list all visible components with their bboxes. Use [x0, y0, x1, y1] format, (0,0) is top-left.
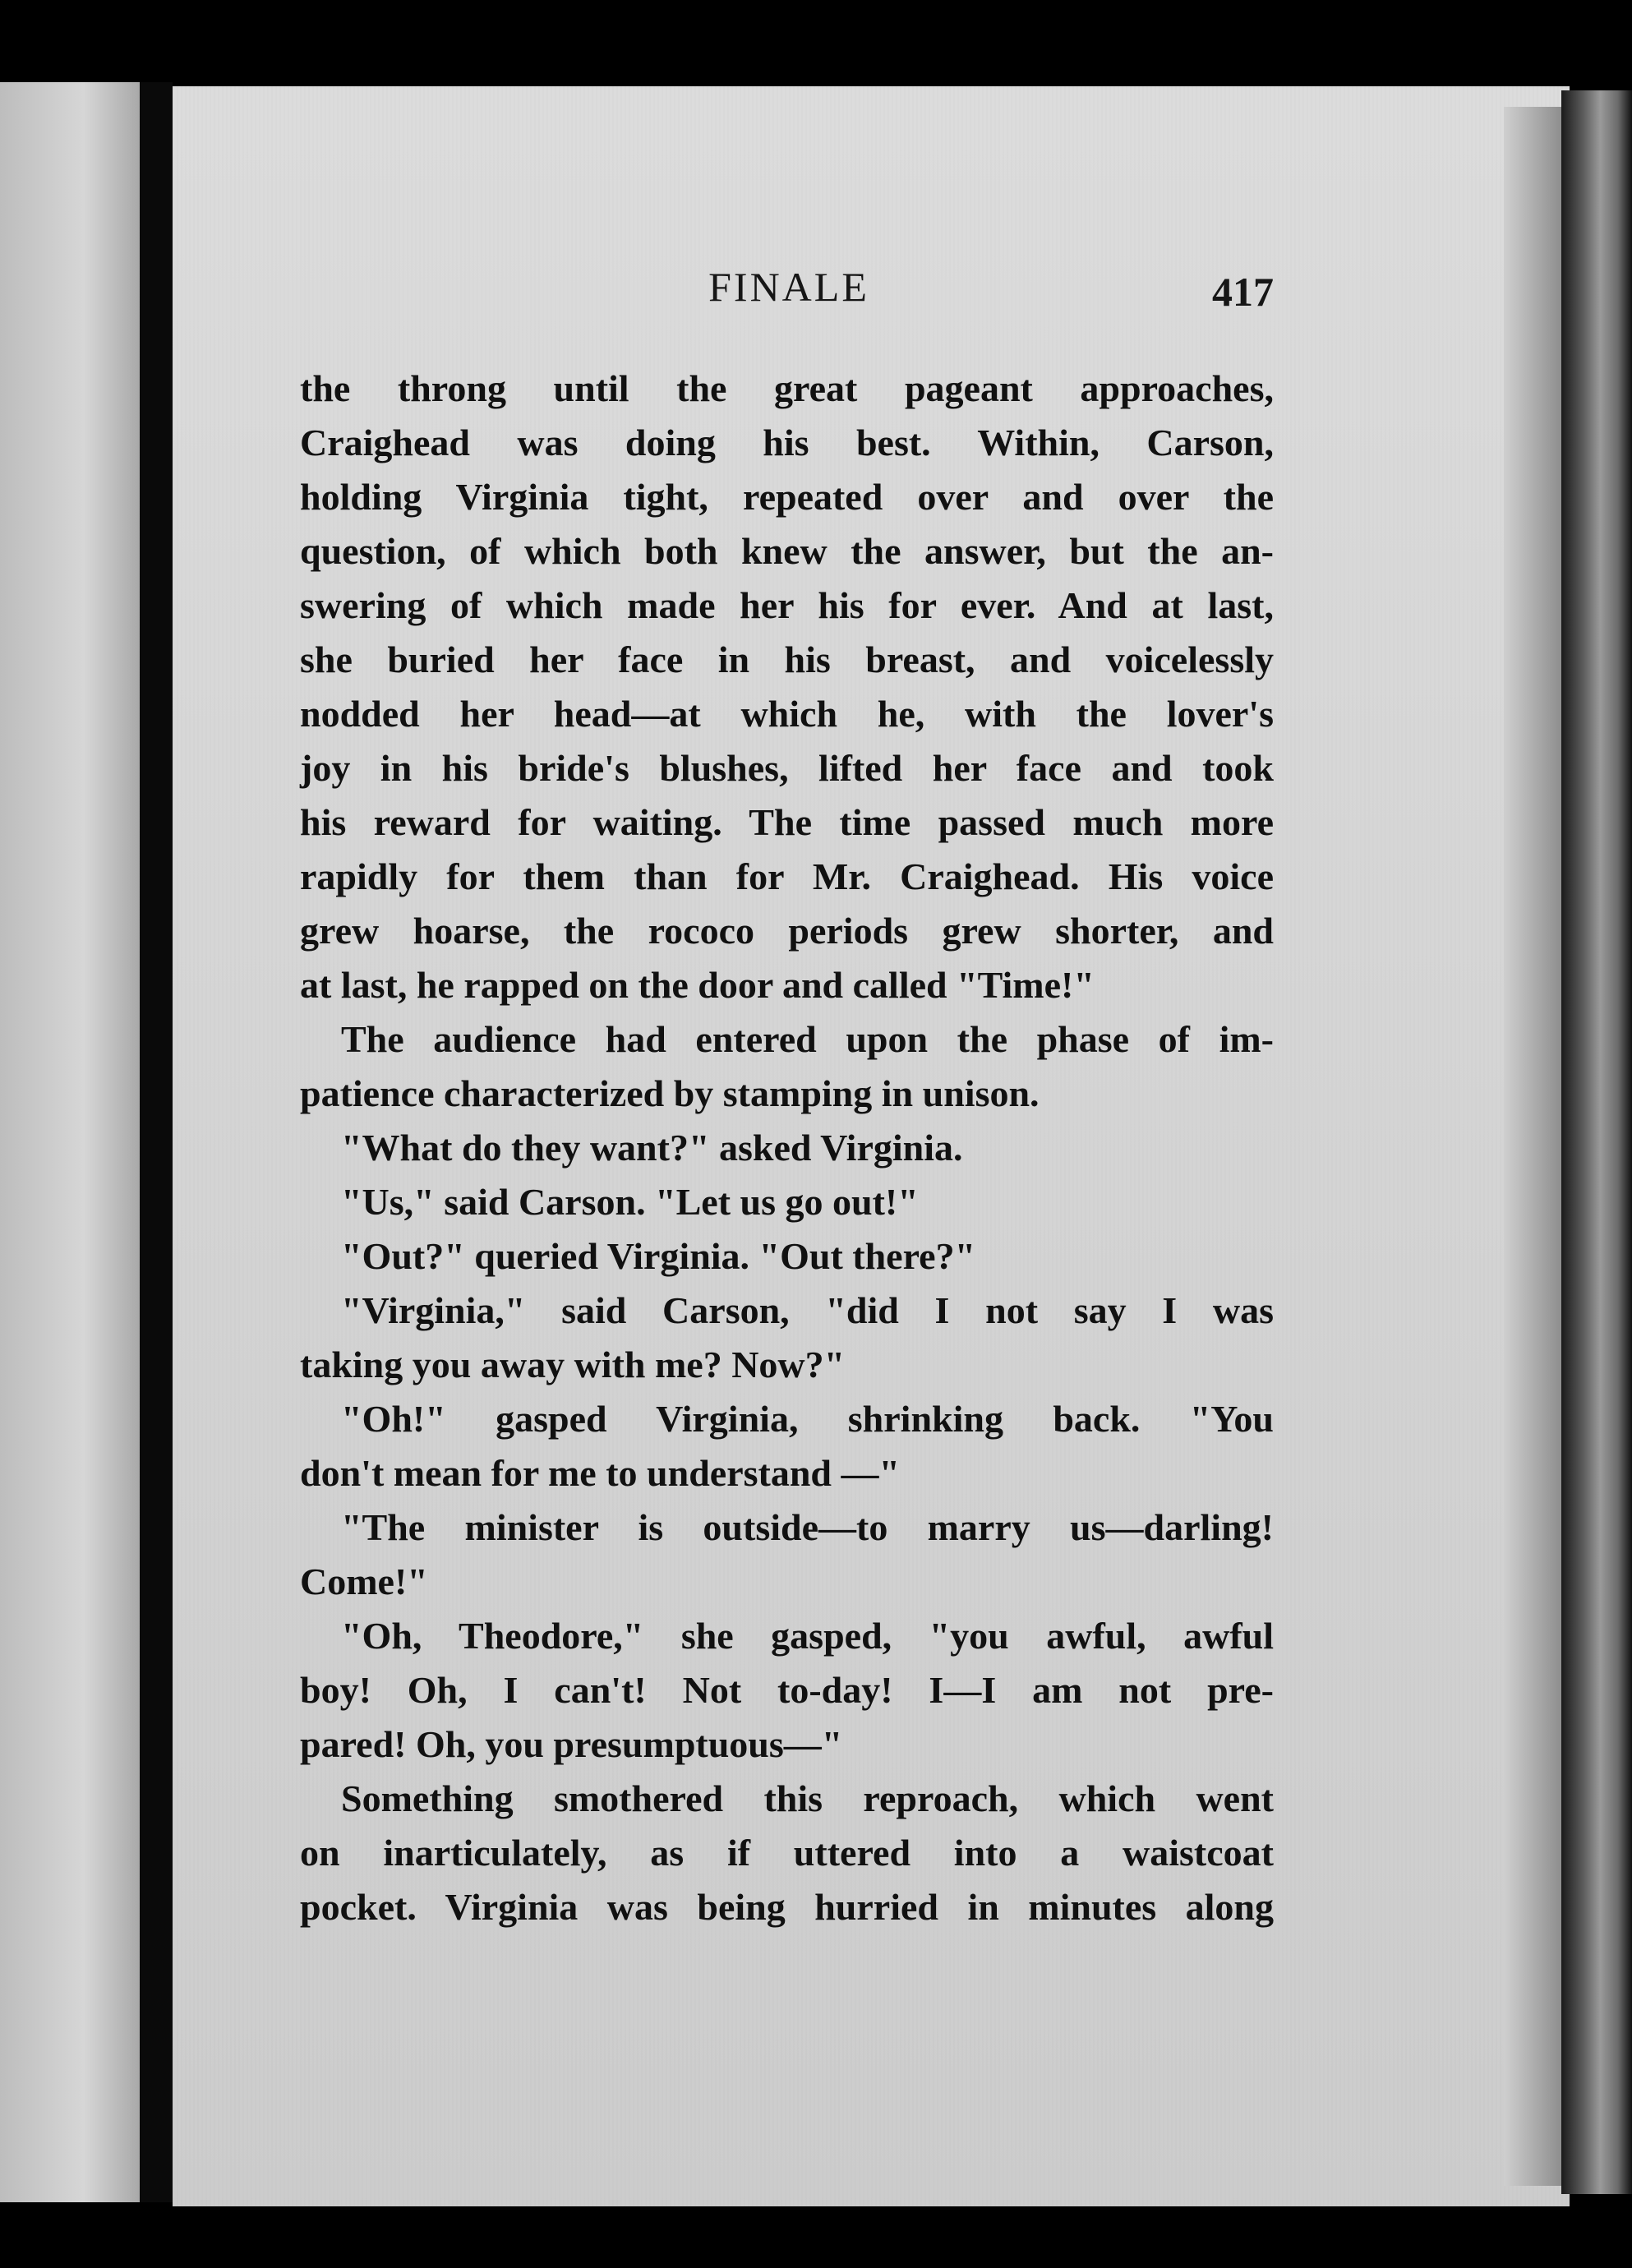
text-line: "Oh, Theodore," she gasped, "you awful, awful	[341, 1615, 1274, 1657]
text-line: "The minister is outside—to marry us—darling!	[341, 1506, 1274, 1548]
text-line: nodded her head—at which he, with the lover's	[300, 693, 1274, 735]
text-line: the throng until the great pageant approaches,	[300, 367, 1274, 409]
text-line: joy in his bride's blushes, lifted her face and took	[300, 747, 1274, 789]
text-line: question, of which both knew the answer, but the an-	[300, 530, 1274, 572]
running-head: FINALE	[708, 264, 869, 310]
text-line: Come!"	[300, 1560, 428, 1602]
text-line: taking you away with me? Now?"	[300, 1344, 846, 1385]
text-line: swering of which made her his for ever. And at last,	[300, 584, 1274, 626]
text-line: "What do they want?" asked Virginia.	[341, 1127, 963, 1169]
text-line: grew hoarse, the rococo periods grew shorter, and	[300, 910, 1274, 952]
book-gutter	[140, 82, 173, 2202]
text-line: she buried her face in his breast, and voicelessly	[300, 638, 1274, 680]
facing-page-edge	[0, 82, 140, 2202]
page-number: 417	[1212, 269, 1274, 315]
text-line: "Out?" queried Virginia. "Out there?"	[341, 1235, 976, 1277]
text-line: don't mean for me to understand —"	[300, 1452, 901, 1494]
text-line: pared! Oh, you presumptuous—"	[300, 1723, 843, 1765]
text-line: Something smothered this reproach, which went	[341, 1777, 1274, 1819]
text-line: "Us," said Carson. "Let us go out!"	[341, 1181, 919, 1223]
text-line: "Virginia," said Carson, "did I not say I was	[341, 1289, 1274, 1331]
book-cover-edge	[1561, 90, 1632, 2194]
body-text	[300, 362, 1274, 1934]
text-line: pocket. Virginia was being hurried in minutes along	[300, 1886, 1274, 1928]
page-stack-edge	[1504, 107, 1561, 2186]
text-line: on inarticulately, as if uttered into a waistcoat	[300, 1832, 1274, 1874]
text-line: holding Virginia tight, repeated over and over the	[300, 476, 1274, 518]
text-line: The audience had entered upon the phase of im-	[341, 1018, 1274, 1060]
text-line: at last, he rapped on the door and called "Time!"	[300, 964, 1095, 1006]
text-line: "Oh!" gasped Virginia, shrinking back. "You	[341, 1398, 1274, 1440]
text-line: his reward for waiting. The time passed much more	[300, 801, 1274, 843]
text-line: rapidly for them than for Mr. Craighead. His voice	[300, 855, 1274, 897]
text-line: Craighead was doing his best. Within, Carson,	[300, 422, 1274, 463]
page-header	[304, 263, 1274, 329]
text-line: boy! Oh, I can't! Not to-day! I—I am not pre-	[300, 1669, 1274, 1711]
text-line: patience characterized by stamping in unison.	[300, 1072, 1040, 1114]
